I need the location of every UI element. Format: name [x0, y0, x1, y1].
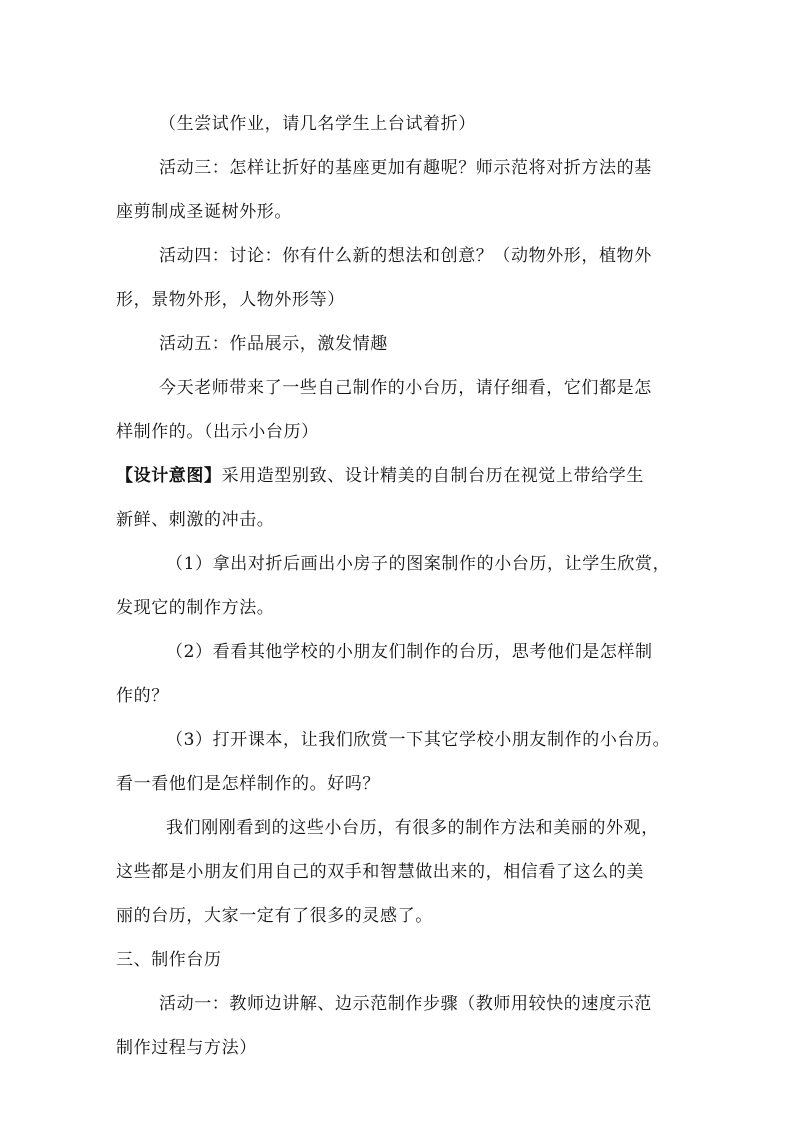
paragraph-activity-three — [116, 146, 678, 234]
paragraph-line: （1）拿出对折后画出小房子的图案制作的小台历，让学生欣赏， — [166, 554, 671, 574]
paragraph-line: 活动一：教师边讲解、边示范制作步骤（教师用较快的速度示范 — [159, 994, 652, 1014]
paragraph-line: 样制作的。（出示小台历） — [116, 422, 319, 442]
paragraph-activity-one — [116, 982, 678, 1070]
paragraph-line: 今天老师带来了一些自己制作的小台历，请仔细看，它们都是怎 — [159, 378, 652, 398]
paragraph-line: 制作过程与方法） — [116, 1038, 257, 1058]
paragraph-student-try — [116, 102, 678, 146]
paragraph-item-2 — [116, 630, 678, 718]
paragraph-line: 我们刚刚看到的这些小台历，有很多的制作方法和美丽的外观， — [166, 818, 659, 838]
paragraph-line: 发现它的制作方法。 — [116, 598, 275, 618]
paragraph-activity-five — [116, 322, 678, 366]
section-heading-make-calendar — [116, 938, 678, 982]
paragraph-line: （生尝试作业，请几名学生上台试着折） — [159, 114, 476, 134]
paragraph-design-intent — [116, 454, 678, 542]
paragraph-teacher-calendar — [116, 366, 678, 454]
design-intent-label: 【设计意图】 — [116, 466, 222, 486]
paragraph-line: 活动四：讨论：你有什么新的想法和创意？（动物外形，植物外 — [159, 246, 652, 266]
paragraph-line: 这些都是小朋友们用自己的双手和智慧做出来的，相信看了这么的美 — [116, 862, 644, 882]
paragraph-line: 三、制作台历 — [116, 950, 222, 970]
paragraph-line: 活动五：作品展示，激发情趣 — [159, 334, 388, 354]
paragraph-line: 座剪制成圣诞树外形。 — [116, 202, 292, 222]
paragraph-summary — [116, 806, 678, 938]
paragraph-item-1 — [116, 542, 678, 630]
paragraph-line: 作的？ — [116, 686, 169, 706]
paragraph-line: （3）打开课本，让我们欣赏一下其它学校小朋友制作的小台历。 — [166, 730, 671, 750]
paragraph-line — [116, 454, 678, 498]
design-intent-text: 采用造型别致、设计精美的自制台历在视觉上带给学生 — [221, 466, 645, 486]
paragraph-activity-four — [116, 234, 678, 322]
paragraph-item-3 — [116, 718, 678, 806]
paragraph-line: 丽的台历，大家一定有了很多的灵感了。 — [116, 906, 433, 926]
paragraph-line: （2）看看其他学校的小朋友们制作的台历，思考他们是怎样制 — [166, 642, 653, 662]
paragraph-line: 新鲜、刺激的冲击。 — [116, 510, 275, 530]
paragraph-line: 形，景物外形，人物外形等） — [116, 290, 345, 310]
paragraph-line: 活动三：怎样让折好的基座更加有趣呢？师示范将对折方法的基 — [159, 158, 652, 178]
paragraph-line: 看一看他们是怎样制作的。好吗？ — [116, 774, 380, 794]
